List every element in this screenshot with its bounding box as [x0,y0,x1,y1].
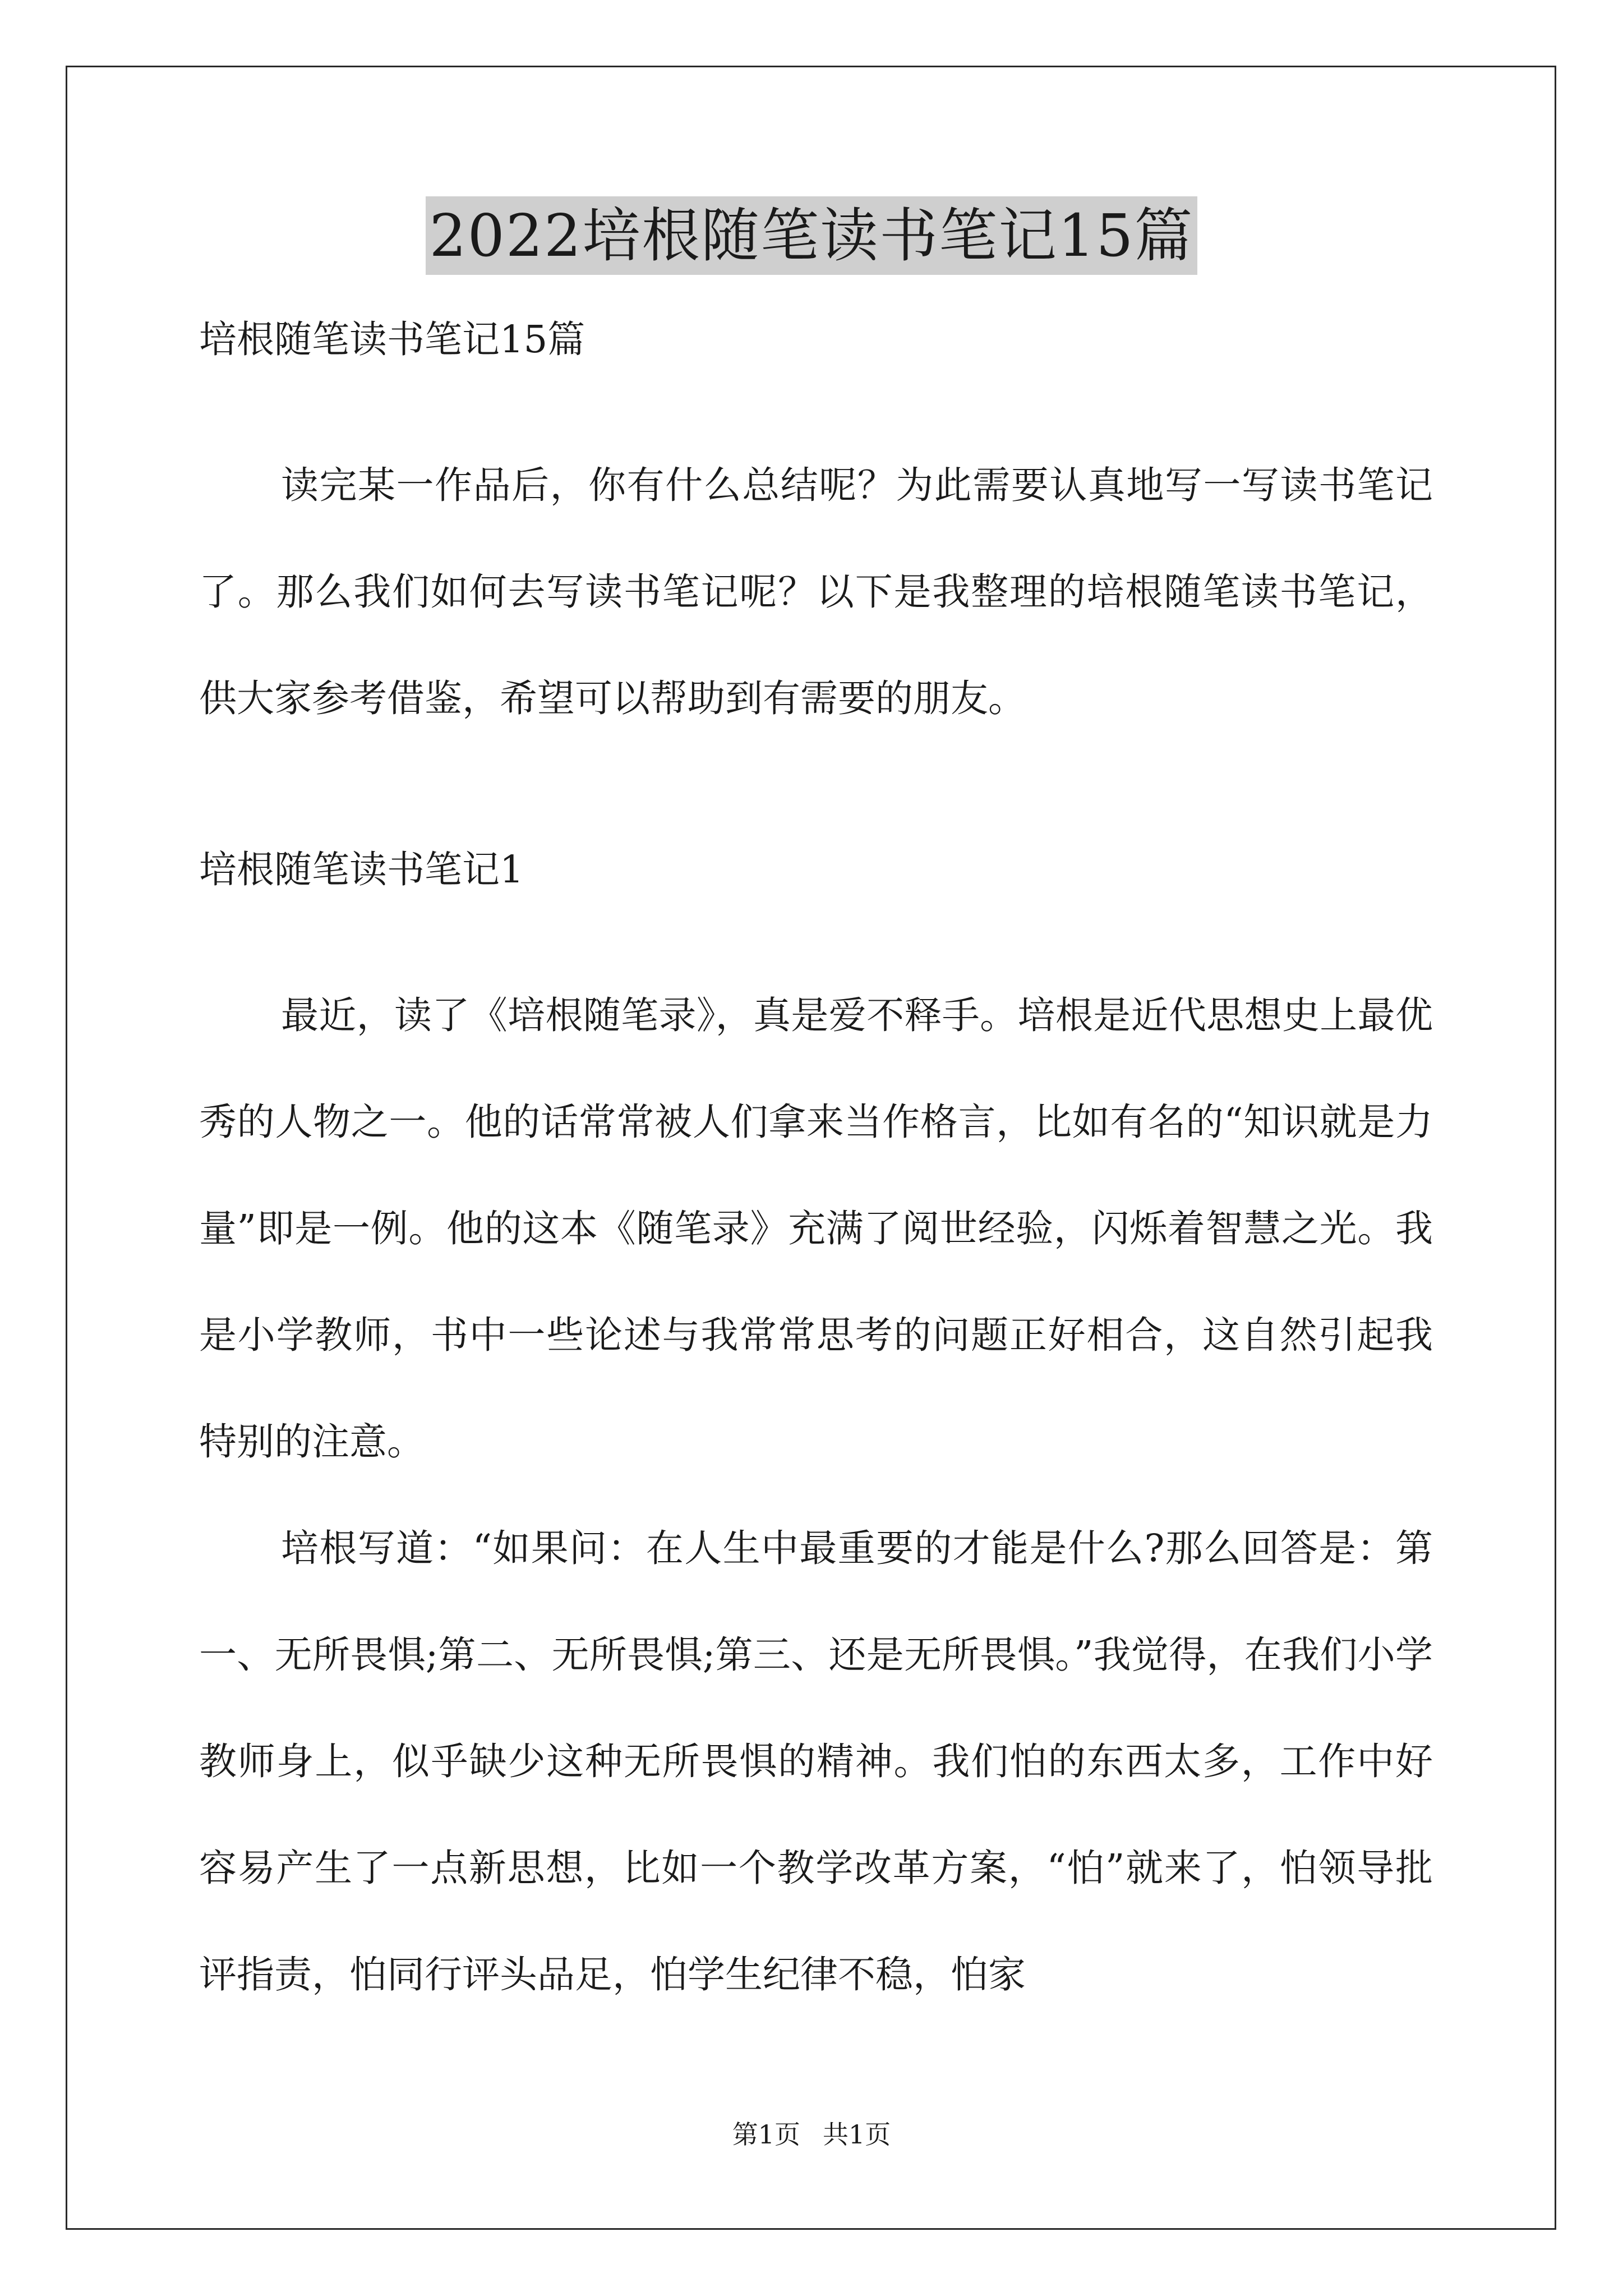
page-footer [0,2118,1623,2151]
page-number: 第1页 [732,2119,800,2150]
intro-paragraph: 读完某一作品后，你有什么总结呢？为此需要认真地写一写读书笔记了。那么我们如何去写读书笔记呢？以下是我整理的培根随笔读书笔记，供大家参考借鉴，希望可以帮助到有需要的朋友。 [199,463,1433,720]
body-paragraph: 最近，读了《培根随笔录》，真是爱不释手。培根是近代思想史上最优秀的人物之一。他的话常常被人们拿来当作格言，比如有名的“知识就是力量”即是一例。他的这本《随笔录》充满了阅世经验，闪烁着智慧之光。我是小学教师，书中一些论述与我常常思考的问题正好相合，这自然引起我特别的注意。 [199,993,1433,1464]
section-heading: 培根随笔读书笔记1 [199,848,524,891]
page-total: 共1页 [823,2119,891,2150]
body-paragraph: 培根写道：“如果问：在人生中最重要的才能是什么?那么回答是：第一、无所畏惧;第二、无所畏惧;第三、还是无所畏惧。”我觉得，在我们小学教师身上，似乎缺少这种无所畏惧的精神。我们怕的东西太多，工作中好容易产生了一点新思想，比如一个教学改革方案，“怕”就来了，怕领导批评指责，怕同行评头品足，怕学生纪律不稳，怕家 [199,1526,1433,1996]
document-subtitle: 培根随笔读书笔记15篇 [199,318,585,361]
title-container [0,196,1623,275]
document-title: 2022培根随笔读书笔记15篇 [426,196,1197,275]
